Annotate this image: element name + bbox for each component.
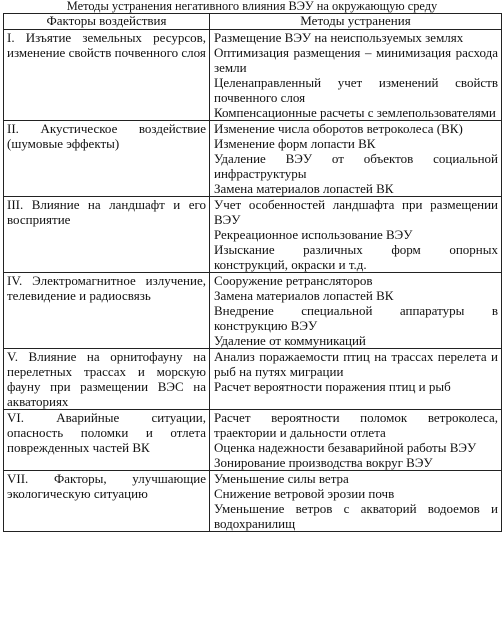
table-body <box>4 30 502 532</box>
method-item: Внедрение специальной аппаратуры в конструкцию ВЭУ <box>214 303 498 333</box>
method-item: Снижение ветровой эрозии почв <box>214 486 395 501</box>
table-caption: Методы устранения негативного влияния ВЭУ на окружающую среду <box>66 0 438 13</box>
methods-cell <box>210 121 502 197</box>
factor-cell: VII. Факторы, улучшающие экологическую ситуацию <box>4 471 210 532</box>
methods-cell <box>210 30 502 121</box>
method-item: Зонирование производства вокруг ВЭУ <box>214 455 433 470</box>
method-item: Размещение ВЭУ на неиспользуемых землях <box>214 30 464 45</box>
method-item: Оценка надежности безаварийной работы ВЭУ <box>214 440 477 455</box>
method-item: Изыскание различных форм опорных конструкций, окраски и т.д. <box>214 242 498 272</box>
factor-cell: V. Влияние на орнитофауну на перелетных трассах и морскую фауну при размещении ВЭС на акваториях <box>4 349 210 410</box>
factor-cell: III. Влияние на ландшафт и его восприятие <box>4 197 210 273</box>
method-item: Удаление от коммуникаций <box>214 333 366 348</box>
method-item: Расчет вероятности поражения птиц и рыб <box>214 379 451 394</box>
factor-cell: IV. Электромагнитное излучение, телевидение и радиосвязь <box>4 273 210 349</box>
table-row <box>4 471 502 532</box>
methods-cell <box>210 410 502 471</box>
method-item: Расчет вероятности поломок ветроколеса, траектории и дальности отлета <box>214 410 498 440</box>
method-item: Анализ поражаемости птиц на трассах перелета и рыб на путях миграции <box>214 349 498 379</box>
table-header-row <box>4 14 502 30</box>
method-item: Учет особенностей ландшафта при размещении ВЭУ <box>214 197 498 227</box>
method-item: Компенсационные расчеты с землепользователями <box>214 105 496 120</box>
header-factors: Факторы воздействия <box>4 14 210 30</box>
method-item: Изменение форм лопасти ВК <box>214 136 376 151</box>
method-item: Замена материалов лопастей ВК <box>214 181 394 196</box>
table-row <box>4 121 502 197</box>
table-row <box>4 410 502 471</box>
table-row <box>4 197 502 273</box>
method-item: Удаление ВЭУ от объектов социальной инфраструктуры <box>214 151 498 181</box>
factor-cell: I. Изъятие земельных ресурсов, изменение свойств почвенного слоя <box>4 30 210 121</box>
method-item: Сооружение ретрансляторов <box>214 273 373 288</box>
methods-cell <box>210 349 502 410</box>
methods-cell <box>210 197 502 273</box>
method-item: Замена материалов лопастей ВК <box>214 288 394 303</box>
method-item: Рекреационное использование ВЭУ <box>214 227 413 242</box>
method-item: Целенаправленный учет изменений свойств почвенного слоя <box>214 75 498 105</box>
method-item: Оптимизация размещения – минимизация расхода земли <box>214 45 498 75</box>
table-row <box>4 349 502 410</box>
methods-cell <box>210 273 502 349</box>
methods-table <box>3 13 502 532</box>
factor-cell: VI. Аварийные ситуации, опасность поломки и отлета поврежденных частей ВК <box>4 410 210 471</box>
method-item: Изменение числа оборотов ветроколеса (ВК) <box>214 121 463 136</box>
table-row <box>4 273 502 349</box>
methods-cell <box>210 471 502 532</box>
header-methods: Методы устранения <box>210 14 502 30</box>
factor-cell: II. Акустическое воздействие (шумовые эффекты) <box>4 121 210 197</box>
method-item: Уменьшение ветров с акваторий водоемов и водохранилищ <box>214 501 498 531</box>
method-item: Уменьшение силы ветра <box>214 471 349 486</box>
table-row <box>4 30 502 121</box>
